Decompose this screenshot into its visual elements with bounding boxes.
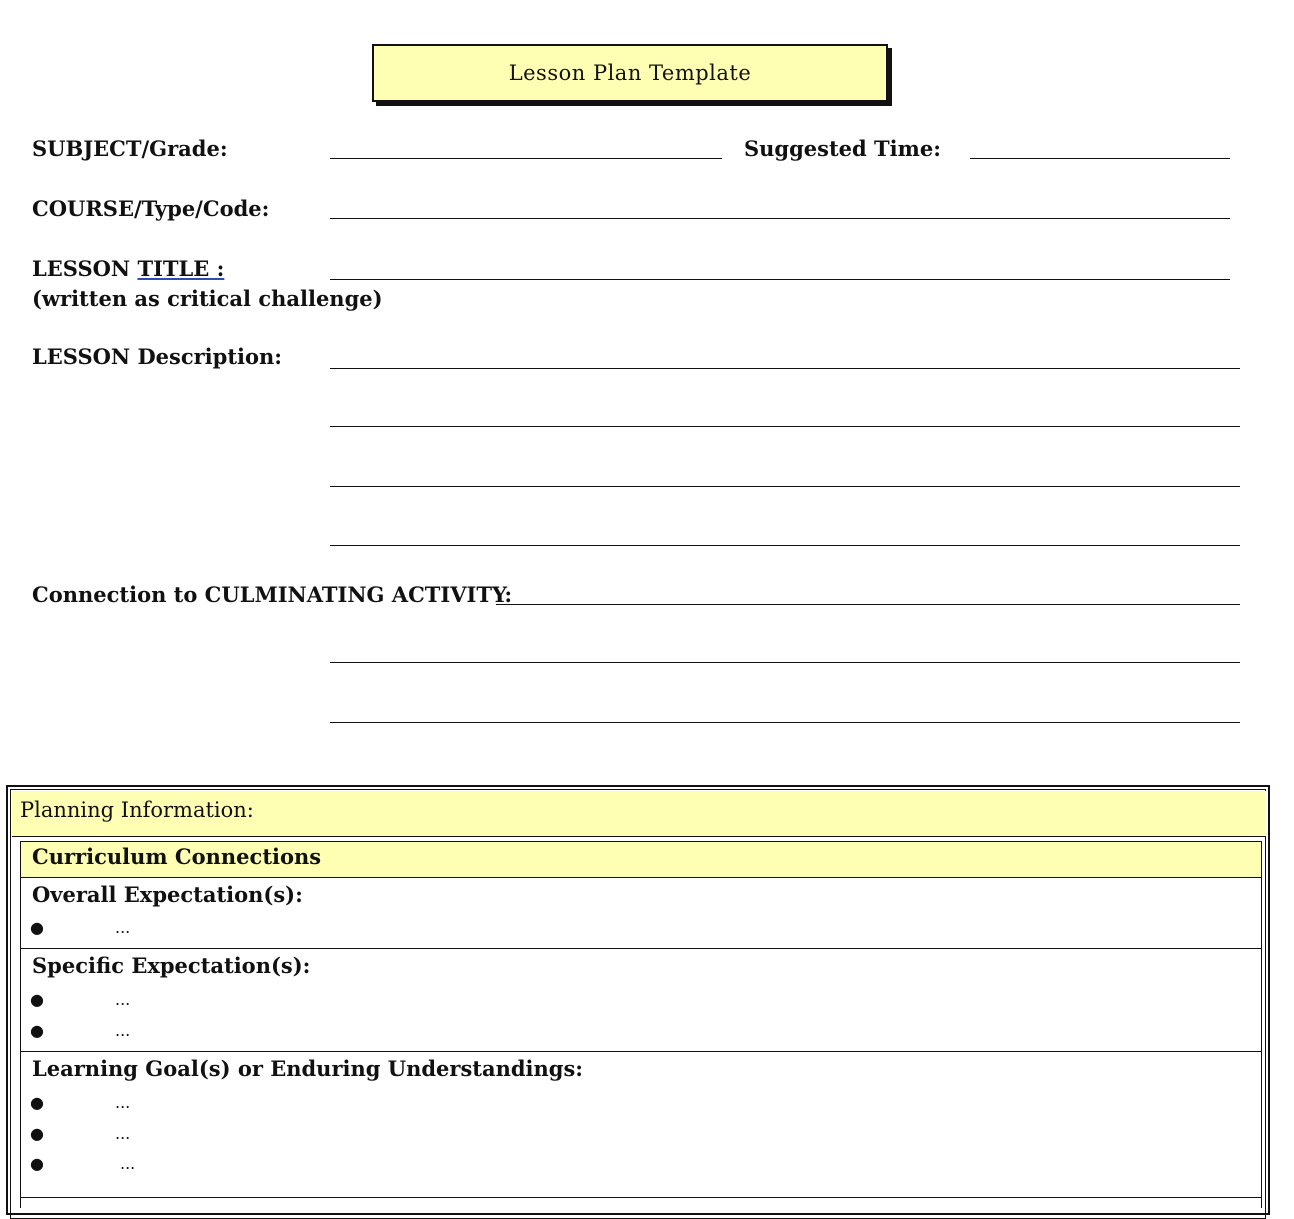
curriculum-cell-left-border <box>20 878 21 1208</box>
section-divider <box>20 1051 1262 1052</box>
suggested-time-field[interactable] <box>970 158 1230 159</box>
bullet-dot: ● <box>30 1093 44 1112</box>
lesson-title-word: TITLE : <box>137 256 225 281</box>
course-label: COURSE/Type/Code: <box>32 196 270 221</box>
specific-expectation-item[interactable]: ... <box>115 1021 131 1040</box>
learning-goals-label: Learning Goal(s) or Enduring Understandings: <box>32 1056 584 1081</box>
lesson-title-note: (written as critical challenge) <box>32 286 383 311</box>
culminating-activity-line[interactable] <box>496 604 1240 605</box>
bullet-dot: ● <box>30 990 44 1009</box>
bullet-dot: ● <box>30 918 44 937</box>
lesson-title-label <box>32 256 224 281</box>
lesson-description-line[interactable] <box>330 486 1240 487</box>
learning-goal-item[interactable]: ... <box>120 1154 136 1173</box>
lesson-description-label: LESSON Description: <box>32 344 283 369</box>
culminating-activity-label: Connection to CULMINATING ACTIVITY: <box>32 582 513 607</box>
lesson-description-line[interactable] <box>330 426 1240 427</box>
lesson-title-prefix: LESSON <box>32 256 138 281</box>
learning-goal-item[interactable]: ... <box>115 1124 131 1143</box>
culminating-activity-line[interactable] <box>330 662 1240 663</box>
lesson-title-field[interactable] <box>330 279 1230 280</box>
section-divider <box>20 1197 1262 1198</box>
curriculum-cell-right-border <box>1261 878 1262 1208</box>
subject-grade-field[interactable] <box>330 158 722 159</box>
suggested-time-label: Suggested Time: <box>744 136 941 161</box>
bullet-dot: ● <box>30 1021 44 1040</box>
overall-expectations-label: Overall Expectation(s): <box>32 882 303 907</box>
culminating-activity-line[interactable] <box>330 722 1240 723</box>
section-divider <box>20 948 1262 949</box>
specific-expectation-item[interactable]: ... <box>115 990 131 1009</box>
lesson-description-line[interactable] <box>330 368 1240 369</box>
overall-expectation-item[interactable]: ... <box>115 918 131 937</box>
course-field[interactable] <box>330 218 1230 219</box>
bullet-dot: ● <box>30 1154 44 1173</box>
document-title-text: Lesson Plan Template <box>508 61 752 85</box>
curriculum-connections-title: Curriculum Connections <box>32 844 322 869</box>
document-title <box>372 44 888 102</box>
bullet-dot: ● <box>30 1124 44 1143</box>
subject-grade-label: SUBJECT/Grade: <box>32 136 228 161</box>
planning-header-text: Planning Information: <box>20 798 254 822</box>
learning-goal-item[interactable]: ... <box>115 1093 131 1112</box>
lesson-description-line[interactable] <box>330 545 1240 546</box>
specific-expectations-label: Specific Expectation(s): <box>32 953 311 978</box>
